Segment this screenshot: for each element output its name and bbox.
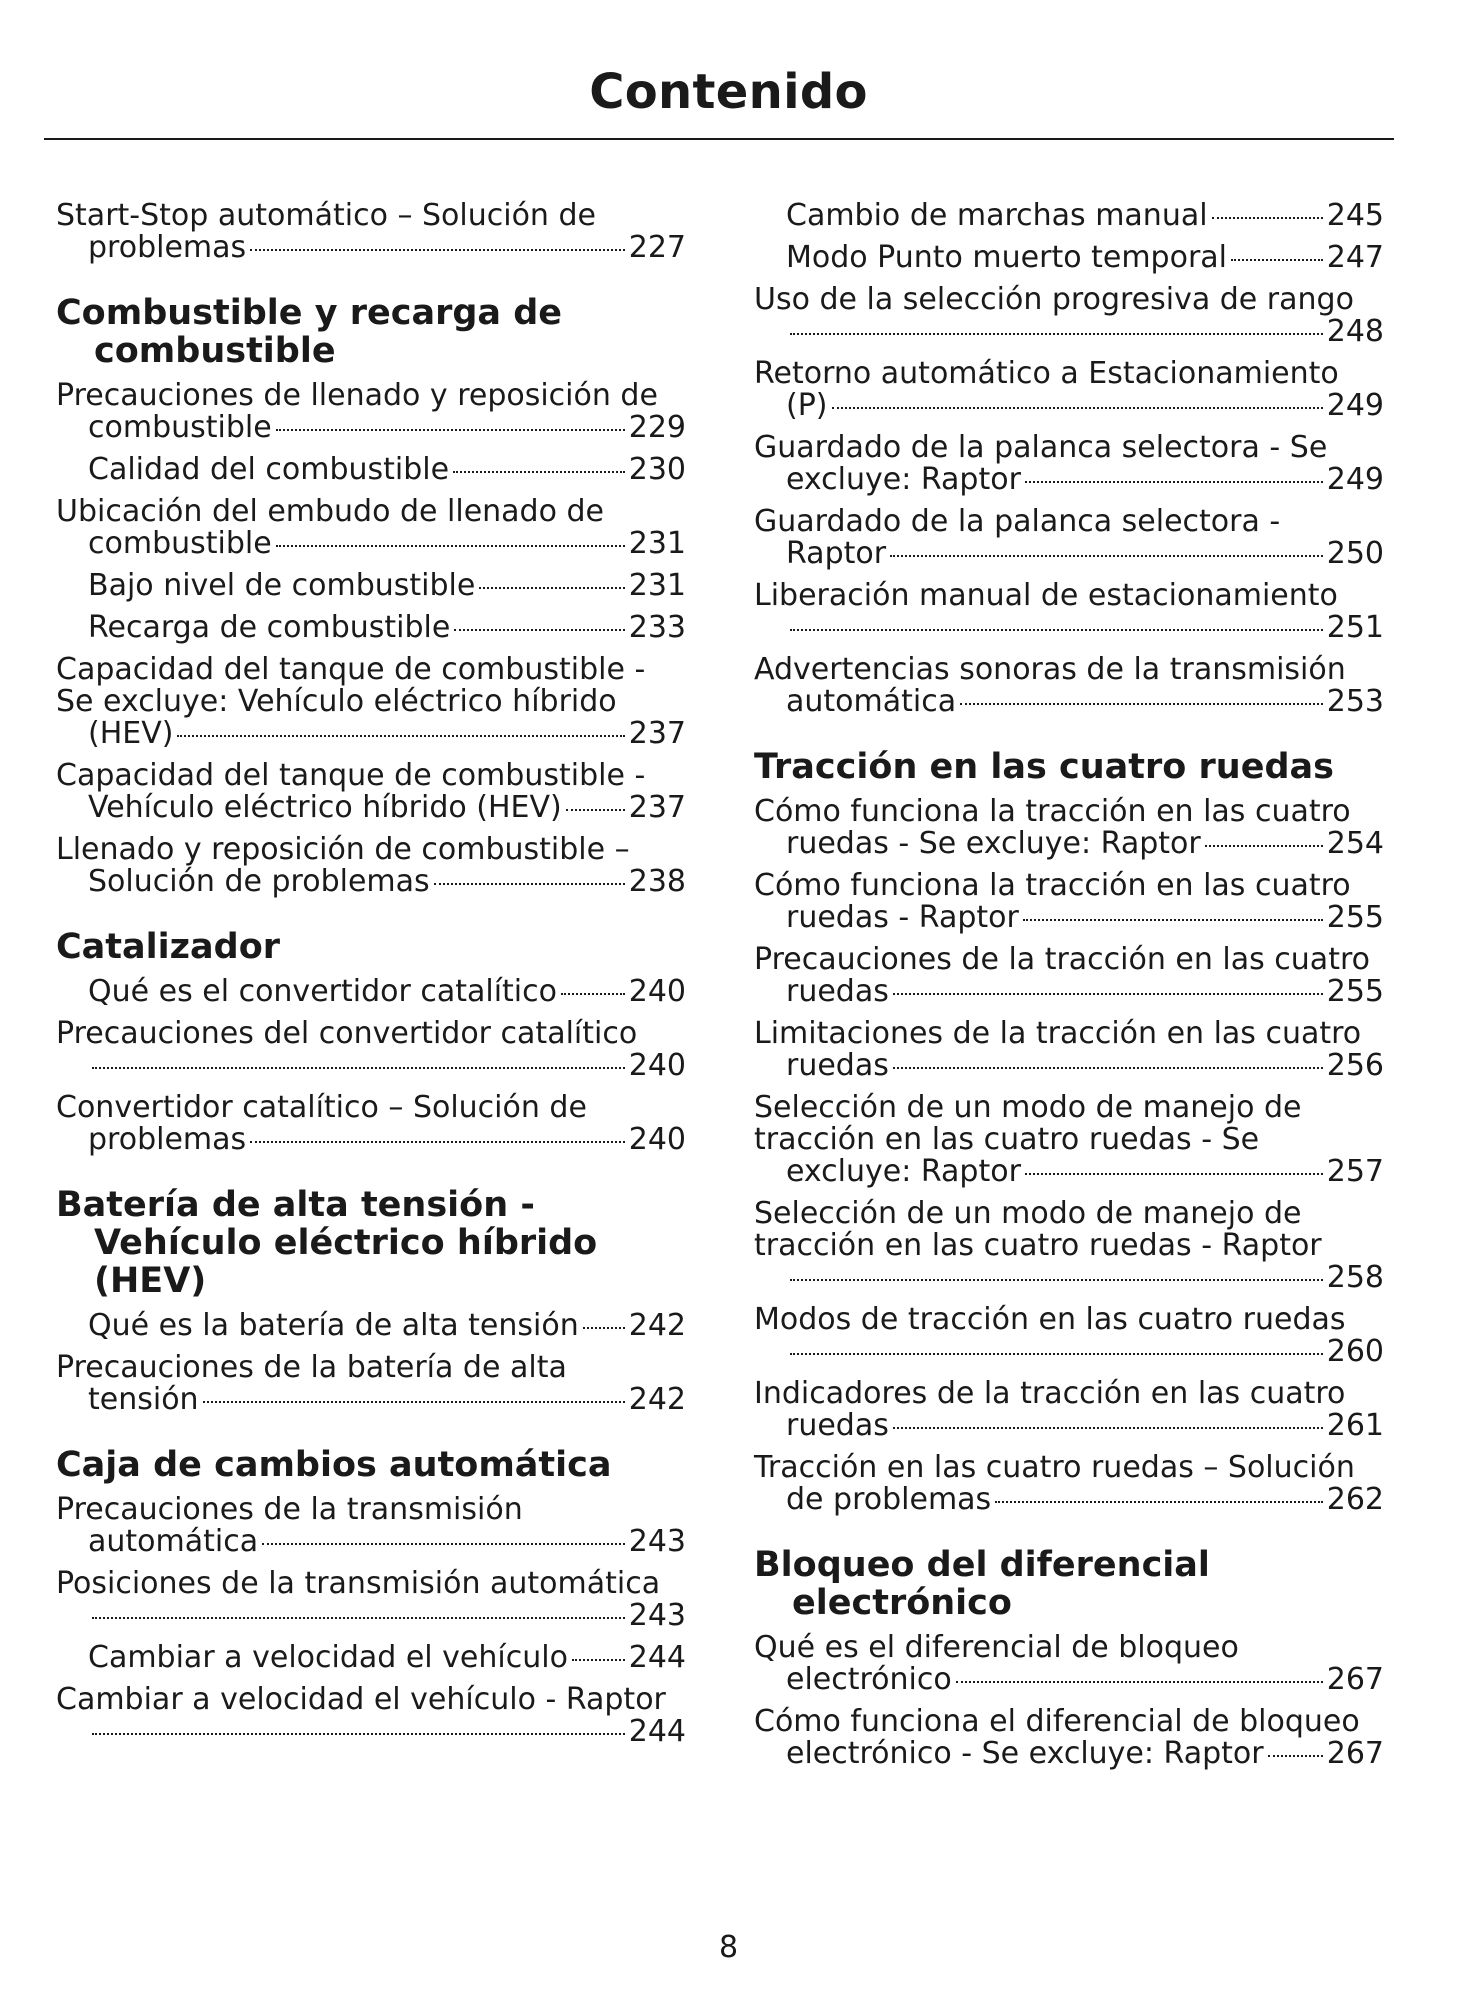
dot-leader [893, 1427, 1323, 1429]
toc-entry-leader-row [786, 1738, 1384, 1770]
toc-entry-leader-row [786, 1262, 1384, 1294]
toc-entry-text: Raptor [786, 536, 887, 571]
toc-entry-text: Precauciones de la batería de alta [56, 1350, 567, 1385]
toc-entry-leader-row [88, 866, 686, 898]
toc-section [754, 1546, 1384, 1770]
toc-entry-leader-row [88, 454, 686, 486]
toc-entry-leader-row [786, 1336, 1384, 1368]
toc-entry-leader-row [88, 718, 686, 750]
toc-entry[interactable] [56, 200, 686, 264]
toc-entry-leader-row [88, 1600, 686, 1632]
toc-page-number: 229 [628, 410, 686, 445]
toc-page-number: 247 [1326, 240, 1384, 275]
toc-entry-text: combustible [88, 410, 272, 445]
toc-entry[interactable] [754, 1018, 1384, 1082]
dot-leader [566, 809, 625, 811]
toc-entry-text: Selección de un modo de manejo de [754, 1090, 1302, 1125]
toc-entry-text: Solución de problemas [88, 864, 430, 899]
toc-entry[interactable] [754, 1378, 1384, 1442]
toc-entry[interactable] [56, 1310, 686, 1342]
toc-entry-leader-row [786, 902, 1384, 934]
toc-page-number: 257 [1326, 1154, 1384, 1189]
toc-entry[interactable] [56, 612, 686, 644]
toc-page-number: 255 [1326, 974, 1384, 1009]
toc-entry-leader-row [88, 976, 686, 1008]
toc-page-number: 258 [1326, 1260, 1384, 1295]
dot-leader [790, 629, 1323, 631]
toc-entry-text: Cambio de marchas manual [786, 198, 1208, 233]
toc-page-number: 242 [628, 1308, 686, 1343]
dot-leader [583, 1327, 625, 1329]
toc-entry-leader-row [786, 686, 1384, 718]
toc-entry-text: tensión [88, 1382, 199, 1417]
section-heading: Bloqueo del diferencial electrónico [754, 1545, 1210, 1623]
toc-page-number: 249 [1326, 462, 1384, 497]
dot-leader [434, 883, 625, 885]
dot-leader [790, 1279, 1323, 1281]
toc-page-number: 231 [628, 526, 686, 561]
toc-entry-text: Precauciones de la transmisión [56, 1492, 523, 1527]
toc-entry[interactable] [754, 358, 1384, 422]
toc-entry[interactable] [754, 654, 1384, 718]
toc-entry[interactable] [56, 976, 686, 1008]
title-divider [44, 138, 1394, 140]
dot-leader [890, 555, 1323, 557]
toc-entry-text: ruedas - Se excluye: Raptor [786, 826, 1201, 861]
toc-entry-text: excluye: Raptor [786, 462, 1021, 497]
section-heading: Caja de cambios automática [56, 1445, 612, 1485]
toc-entry-text: Liberación manual de estacionamiento [754, 578, 1338, 613]
toc-entry-text: automática [88, 1524, 259, 1559]
toc-page-number: 251 [1326, 610, 1384, 645]
toc-entry[interactable] [56, 1352, 686, 1416]
toc-entry-text: Limitaciones de la tracción en las cuatro [754, 1016, 1362, 1051]
dot-leader [995, 1501, 1323, 1503]
section-heading: Catalizador [56, 927, 280, 967]
dot-leader [832, 407, 1323, 409]
toc-entry-text: Capacidad del tanque de combustible - [56, 652, 646, 687]
dot-leader [1268, 1755, 1323, 1757]
toc-entry-text: (HEV) [88, 716, 174, 751]
toc-entry-leader-row [88, 528, 686, 560]
toc-page-number: 267 [1326, 1662, 1384, 1697]
toc-entry-leader-row [786, 612, 1384, 644]
toc-entry-text: Vehículo eléctrico híbrido (HEV) [88, 790, 562, 825]
toc-entry-text: Tracción en las cuatro ruedas – Solución [754, 1450, 1355, 1485]
toc-page-number: 248 [1326, 314, 1384, 349]
toc-entry[interactable] [754, 1304, 1384, 1368]
dot-leader [92, 1617, 625, 1619]
toc-page-number: 256 [1326, 1048, 1384, 1083]
dot-leader [276, 429, 625, 431]
toc-entry-text: Llenado y reposición de combustible – [56, 832, 630, 867]
toc-entry[interactable] [754, 432, 1384, 496]
toc-entry-text: Calidad del combustible [88, 452, 450, 487]
toc-entry-leader-row [786, 242, 1384, 274]
toc-entry[interactable] [56, 1018, 686, 1082]
toc-entry-text: excluye: Raptor [786, 1154, 1021, 1189]
toc-entry-text: Cómo funciona el diferencial de bloqueo [754, 1704, 1360, 1739]
toc-entry-text: Retorno automático a Estacionamiento [754, 356, 1339, 391]
dot-leader [479, 587, 624, 589]
toc-entry-leader-row [88, 612, 686, 644]
toc-entry-text: Ubicación del embudo de llenado de [56, 494, 604, 529]
toc-entry[interactable] [754, 1452, 1384, 1516]
toc-page-number: 233 [628, 610, 686, 645]
toc-page-number: 244 [628, 1714, 686, 1749]
dot-leader [956, 1681, 1323, 1683]
toc-entry-leader-row [88, 1526, 686, 1558]
toc-entry-text: Cambiar a velocidad el vehículo - Raptor [56, 1682, 666, 1717]
toc-entry[interactable] [754, 796, 1384, 860]
toc-entry-text: Modo Punto muerto temporal [786, 240, 1227, 275]
toc-page-number: 238 [628, 864, 686, 899]
toc-entry[interactable] [56, 1568, 686, 1632]
toc-page-number: 227 [628, 230, 686, 265]
toc-entry[interactable] [56, 496, 686, 560]
toc-entry-text: tracción en las cuatro ruedas - Se [754, 1122, 1260, 1157]
toc-entry-text: electrónico - Se excluye: Raptor [786, 1736, 1264, 1771]
toc-entry-text: Qué es el diferencial de bloqueo [754, 1630, 1239, 1665]
toc-section [56, 1446, 686, 1748]
dot-leader [1025, 481, 1323, 483]
toc-page-number: 267 [1326, 1736, 1384, 1771]
toc-page-number: 237 [628, 716, 686, 751]
toc-entry-leader-row [88, 1384, 686, 1416]
toc-entry-leader-row [88, 792, 686, 824]
dot-leader [92, 1733, 625, 1735]
toc-entry-text: Precauciones de la tracción en las cuatro [754, 942, 1370, 977]
section-heading: Tracción en las cuatro ruedas [754, 747, 1334, 787]
toc-page-number: 260 [1326, 1334, 1384, 1369]
dot-leader [177, 735, 624, 737]
toc-entry-text: Guardado de la palanca selectora - [754, 504, 1281, 539]
dot-leader [1025, 1173, 1323, 1175]
dot-leader [1205, 845, 1323, 847]
toc-entry-text: Posiciones de la transmisión automática [56, 1566, 661, 1601]
dot-leader [893, 1067, 1323, 1069]
toc-entry-text: Qué es la batería de alta tensión [88, 1308, 579, 1343]
toc-page-number: 243 [628, 1598, 686, 1633]
toc-entry-leader-row [786, 1484, 1384, 1516]
toc-entry-text: problemas [88, 230, 247, 265]
toc-right-column [754, 200, 1384, 1780]
toc-entry-text: Qué es el convertidor catalítico [88, 974, 557, 1009]
toc-entry-text: tracción en las cuatro ruedas - Raptor [754, 1228, 1322, 1263]
dot-leader [572, 1659, 625, 1661]
toc-page-number: 249 [1326, 388, 1384, 423]
toc-entry-text: Convertidor catalítico – Solución de [56, 1090, 587, 1125]
toc-entry-leader-row [786, 1664, 1384, 1696]
toc-entry-text: Cambiar a velocidad el vehículo [88, 1640, 568, 1675]
toc-entry-leader-row [88, 232, 686, 264]
toc-entry-leader-row [88, 1642, 686, 1674]
dot-leader [262, 1543, 625, 1545]
toc-entry-text: combustible [88, 526, 272, 561]
toc-section [754, 748, 1384, 1516]
toc-entry[interactable] [754, 200, 1384, 232]
toc-entry[interactable] [754, 506, 1384, 570]
toc-entry-text: electrónico [786, 1662, 952, 1697]
toc-page-number: 250 [1326, 536, 1384, 571]
toc-entry-leader-row [88, 1050, 686, 1082]
toc-page-number: 254 [1326, 826, 1384, 861]
toc-entry[interactable] [56, 654, 686, 750]
toc-entry[interactable] [754, 870, 1384, 934]
toc-entry-text: Advertencias sonoras de la transmisión [754, 652, 1346, 687]
dot-leader [561, 993, 625, 995]
toc-page-number: 237 [628, 790, 686, 825]
toc-entry-leader-row [88, 412, 686, 444]
toc-page-number: 255 [1326, 900, 1384, 935]
toc-entry[interactable] [754, 580, 1384, 644]
toc-entry[interactable] [754, 1706, 1384, 1770]
toc-entry-text: problemas [88, 1122, 247, 1157]
toc-entry-text: Cómo funciona la tracción en las cuatro [754, 794, 1351, 829]
toc-entry[interactable] [754, 284, 1384, 348]
dot-leader [1212, 217, 1323, 219]
dot-leader [893, 993, 1323, 995]
toc-entry-leader-row [786, 1410, 1384, 1442]
dot-leader [453, 471, 625, 473]
toc-entry[interactable] [754, 242, 1384, 274]
dot-leader [250, 1141, 625, 1143]
toc-entry-text: Modos de tracción en las cuatro ruedas [754, 1302, 1346, 1337]
toc-entry-text: ruedas - Raptor [786, 900, 1019, 935]
toc-page-number: 253 [1326, 684, 1384, 719]
section-heading: Batería de alta tensión - Vehículo eléctrico híbrido (HEV) [56, 1185, 598, 1301]
toc-section [56, 294, 686, 898]
toc-entry-leader-row [786, 976, 1384, 1008]
dot-leader [92, 1067, 625, 1069]
toc-page-number: 240 [628, 1122, 686, 1157]
page-number: 8 [718, 1930, 739, 1965]
toc-entry-text: ruedas [786, 1408, 889, 1443]
toc-entry[interactable] [56, 760, 686, 824]
dot-leader [1231, 259, 1323, 261]
toc-entry-leader-row [88, 1716, 686, 1748]
toc-entry[interactable] [56, 1494, 686, 1558]
toc-page-number: 262 [1326, 1482, 1384, 1517]
toc-entry-leader-row [88, 1310, 686, 1342]
dot-leader [790, 333, 1323, 335]
dot-leader [454, 629, 624, 631]
toc-entry-leader-row [88, 570, 686, 602]
toc-entry-text: de problemas [786, 1482, 992, 1517]
toc-page-number: 240 [628, 974, 686, 1009]
toc-entry[interactable] [754, 1632, 1384, 1696]
toc-entry-text: Precauciones de llenado y reposición de [56, 378, 658, 413]
toc-entry[interactable] [56, 570, 686, 602]
toc-entry[interactable] [56, 454, 686, 486]
toc-entry-text: Precauciones del convertidor catalítico [56, 1016, 638, 1051]
dot-leader [960, 703, 1323, 705]
toc-entry-leader-row [786, 1156, 1384, 1188]
toc-entry[interactable] [754, 1092, 1384, 1188]
toc-page-number: 231 [628, 568, 686, 603]
toc-entry-leader-row [786, 200, 1384, 232]
toc-entry-text: Guardado de la palanca selectora - Se [754, 430, 1328, 465]
toc-entry-text: Capacidad del tanque de combustible - [56, 758, 646, 793]
toc-page-number: 242 [628, 1382, 686, 1417]
toc-entry-text: Se excluye: Vehículo eléctrico híbrido [56, 684, 617, 719]
toc-page-number: 243 [628, 1524, 686, 1559]
toc-entry-text: ruedas [786, 1048, 889, 1083]
dot-leader [203, 1401, 625, 1403]
toc-entry[interactable] [754, 944, 1384, 1008]
toc-page-number: 244 [628, 1640, 686, 1675]
toc-section [754, 200, 1384, 718]
toc-entry-text: Recarga de combustible [88, 610, 451, 645]
toc-entry[interactable] [56, 834, 686, 898]
toc-entry-leader-row [786, 538, 1384, 570]
toc-entry-text: Bajo nivel de combustible [88, 568, 476, 603]
toc-entry-text: Cómo funciona la tracción en las cuatro [754, 868, 1351, 903]
toc-page-number: 230 [628, 452, 686, 487]
toc-entry-text: ruedas [786, 974, 889, 1009]
toc-entry-leader-row [786, 316, 1384, 348]
toc-entry-leader-row [786, 390, 1384, 422]
toc-section [56, 928, 686, 1156]
toc-entry[interactable] [56, 1092, 686, 1156]
toc-entry-text: Selección de un modo de manejo de [754, 1196, 1302, 1231]
toc-page-number: 240 [628, 1048, 686, 1083]
toc-entry-text: Uso de la selección progresiva de rango [754, 282, 1354, 317]
page-title: Contenido [589, 64, 868, 120]
dot-leader [250, 249, 625, 251]
toc-entry-text: automática [786, 684, 957, 719]
toc-entry-leader-row [786, 464, 1384, 496]
toc-page-number: 261 [1326, 1408, 1384, 1443]
toc-entry[interactable] [56, 1684, 686, 1748]
toc-entry-leader-row [88, 1124, 686, 1156]
toc-entry-leader-row [786, 828, 1384, 860]
toc-entry-leader-row [786, 1050, 1384, 1082]
toc-entry-text: (P) [786, 388, 828, 423]
toc-left-column [56, 200, 686, 1758]
dot-leader [790, 1353, 1323, 1355]
toc-entry-text: Indicadores de la tracción en las cuatro [754, 1376, 1346, 1411]
toc-page-number: 245 [1326, 198, 1384, 233]
dot-leader [1023, 919, 1323, 921]
toc-section [56, 200, 686, 264]
section-heading: Combustible y recarga de combustible [56, 293, 562, 371]
toc-section [56, 1186, 686, 1416]
toc-entry[interactable] [754, 1198, 1384, 1294]
dot-leader [276, 545, 625, 547]
toc-entry-text: Start-Stop automático – Solución de [56, 198, 596, 233]
toc-entry[interactable] [56, 380, 686, 444]
toc-entry[interactable] [56, 1642, 686, 1674]
